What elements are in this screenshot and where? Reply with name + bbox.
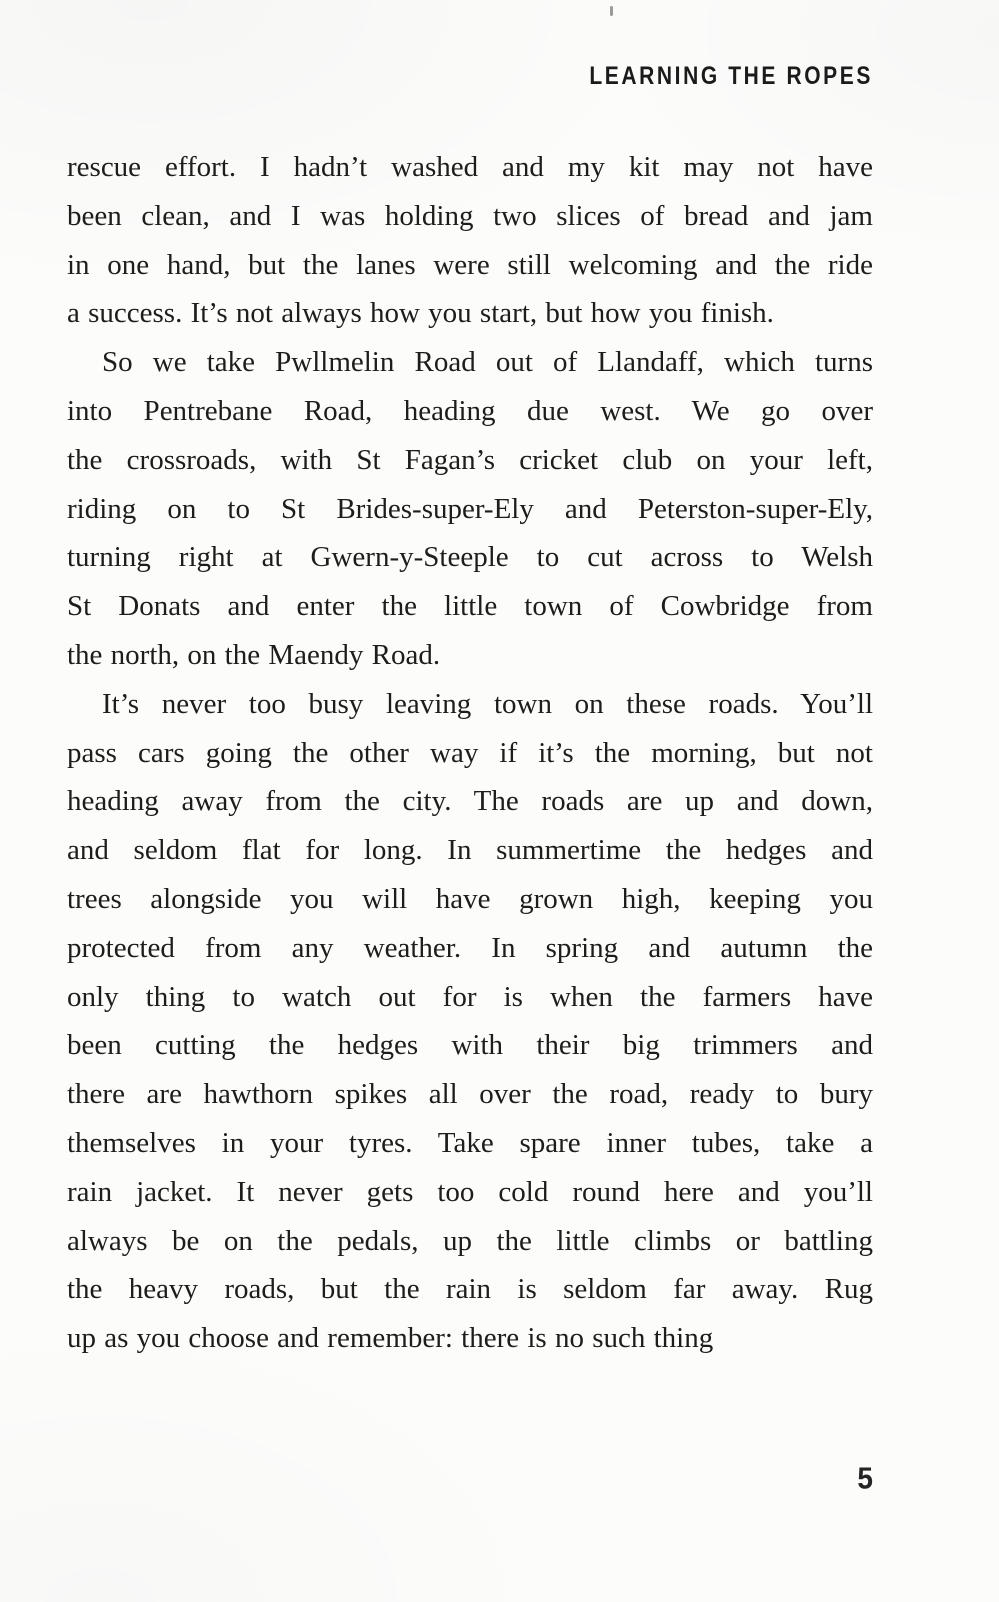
body-text bbox=[67, 143, 873, 1363]
text-line: rain jacket. It never gets too cold round here and you’ll bbox=[67, 1175, 873, 1208]
text-line: pass cars going the other way if it’s the morning, but not bbox=[67, 736, 873, 769]
text-line: up as you choose and remember: there is no such thing bbox=[67, 1322, 714, 1355]
page-number: 5 bbox=[857, 1461, 873, 1496]
text-line: the heavy roads, but the rain is seldom far away. Rug bbox=[67, 1273, 873, 1306]
text-line: into Pentrebane Road, heading due west. We go over bbox=[67, 394, 873, 427]
text-line: St Donats and enter the little town of Cowbridge from bbox=[67, 590, 873, 623]
text-line: only thing to watch out for is when the farmers have bbox=[67, 980, 873, 1013]
text-line: the north, on the Maendy Road. bbox=[67, 638, 441, 671]
text-line: the crossroads, with St Fagan’s cricket club on your left, bbox=[67, 443, 873, 476]
text-line: riding on to St Brides-super-Ely and Peterston-super-Ely, bbox=[67, 492, 873, 525]
text-line: trees alongside you will have grown high, keeping you bbox=[67, 882, 873, 915]
text-line: themselves in your tyres. Take spare inner tubes, take a bbox=[67, 1126, 873, 1159]
text-line: protected from any weather. In spring and autumn the bbox=[67, 931, 873, 964]
running-header: LEARNING THE ROPES bbox=[589, 63, 873, 91]
text-line: It’s never too busy leaving town on these roads. You’ll bbox=[102, 687, 873, 720]
text-line: been clean, and I was holding two slices of bread and jam bbox=[67, 199, 873, 232]
text-line: a success. It’s not always how you start, but how you finish. bbox=[67, 297, 774, 330]
text-line: So we take Pwllmelin Road out of Llandaff, which turns bbox=[102, 346, 873, 379]
text-line: rescue effort. I hadn’t washed and my kit may not have bbox=[67, 151, 873, 183]
text-line: been cutting the hedges with their big trimmers and bbox=[67, 1029, 873, 1062]
text-line: there are hawthorn spikes all over the road, ready to bury bbox=[67, 1078, 873, 1111]
scan-speck bbox=[610, 6, 613, 16]
text-line: always be on the pedals, up the little climbs or battling bbox=[67, 1224, 873, 1257]
paragraph bbox=[67, 338, 873, 680]
text-line: turning right at Gwern-y-Steeple to cut across to Welsh bbox=[67, 541, 873, 574]
paragraph bbox=[67, 680, 873, 1363]
paragraph bbox=[67, 143, 873, 338]
text-line: in one hand, but the lanes were still welcoming and the ride bbox=[67, 248, 873, 281]
text-line: and seldom flat for long. In summertime the hedges and bbox=[67, 834, 873, 867]
text-line: heading away from the city. The roads are up and down, bbox=[67, 785, 873, 818]
